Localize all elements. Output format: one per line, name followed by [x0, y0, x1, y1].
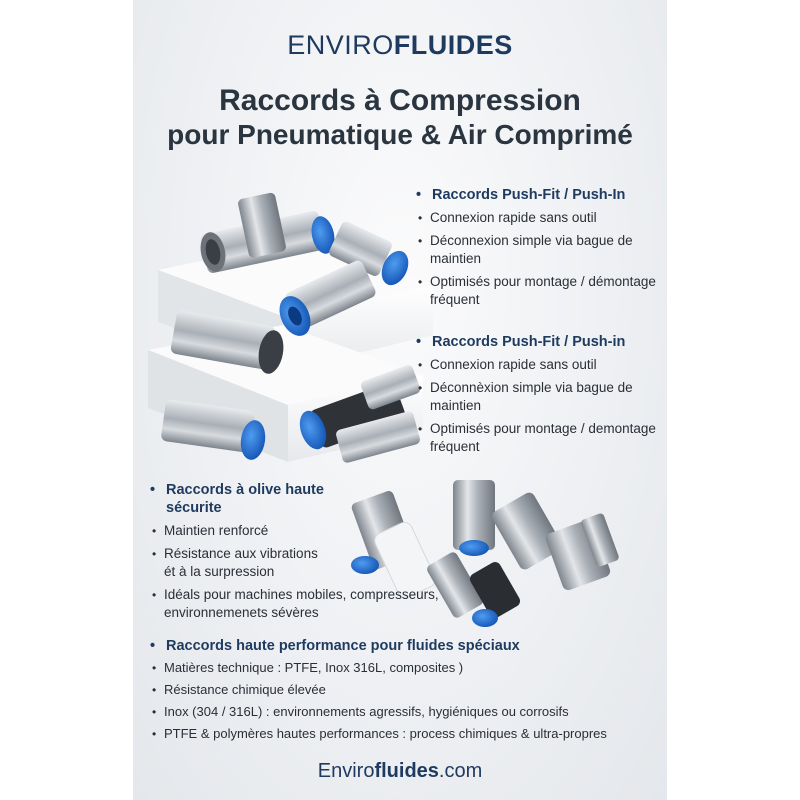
list-item: • PTFE & polymères hautes performances : process chimiques & ultra-propres [150, 725, 660, 743]
section-olive [150, 481, 440, 622]
website-part-3: .com [438, 760, 483, 782]
website-link[interactable] [133, 760, 667, 783]
list-item: • Optimisés pour montage / demontage fréquent [416, 420, 661, 456]
section-push-fit-1 [416, 186, 661, 309]
section-title: • Raccords haute performance pour fluides spéciaux [150, 637, 660, 655]
list-item: • Déconnèxion simple via bague de maintien [416, 379, 661, 415]
website-part-1: Enviro [317, 760, 375, 782]
headline-line-2: pour Pneumatique & Air Comprimé [167, 119, 633, 150]
section-title: • Raccords Push-Fit / Push-In [416, 186, 661, 204]
list-item: • Connexion rapide sans outil [416, 356, 661, 374]
poster [133, 0, 667, 800]
section-push-fit-2 [416, 333, 661, 456]
section-high-performance [150, 637, 660, 743]
list-item: • Déconnexion simple via bague de maintien [416, 232, 661, 268]
list-item: • Résistance aux vibrations ét à la surpression [150, 545, 320, 581]
list-item: • Connexion rapide sans outil [416, 209, 661, 227]
list-item: • Résistance chimique élevée [150, 681, 660, 699]
brand-part-2: FLUIDES [393, 30, 513, 60]
list-item: • Inox (304 / 316L) : environnements agressifs, hygiéniques ou corrosifs [150, 703, 660, 721]
list-item: • Matières technique : PTFE, Inox 316L, composites ) [150, 659, 660, 677]
headline-line-1: Raccords à Compression [219, 84, 581, 117]
brand-part-1: ENVIRO [287, 30, 394, 60]
list-item: • Maintien renforcé [150, 522, 440, 540]
website-part-2: fluides [374, 760, 439, 782]
list-item: • Optimisés pour montage / démontage fréquent [416, 273, 661, 309]
section-title: • Raccords à olive haute sécurite [150, 481, 350, 517]
list-item: • Idéals pour machines mobiles, compresseurs, environnemenets sévères [150, 586, 440, 622]
section-title: • Raccords Push-Fit / Push-in [416, 333, 661, 351]
